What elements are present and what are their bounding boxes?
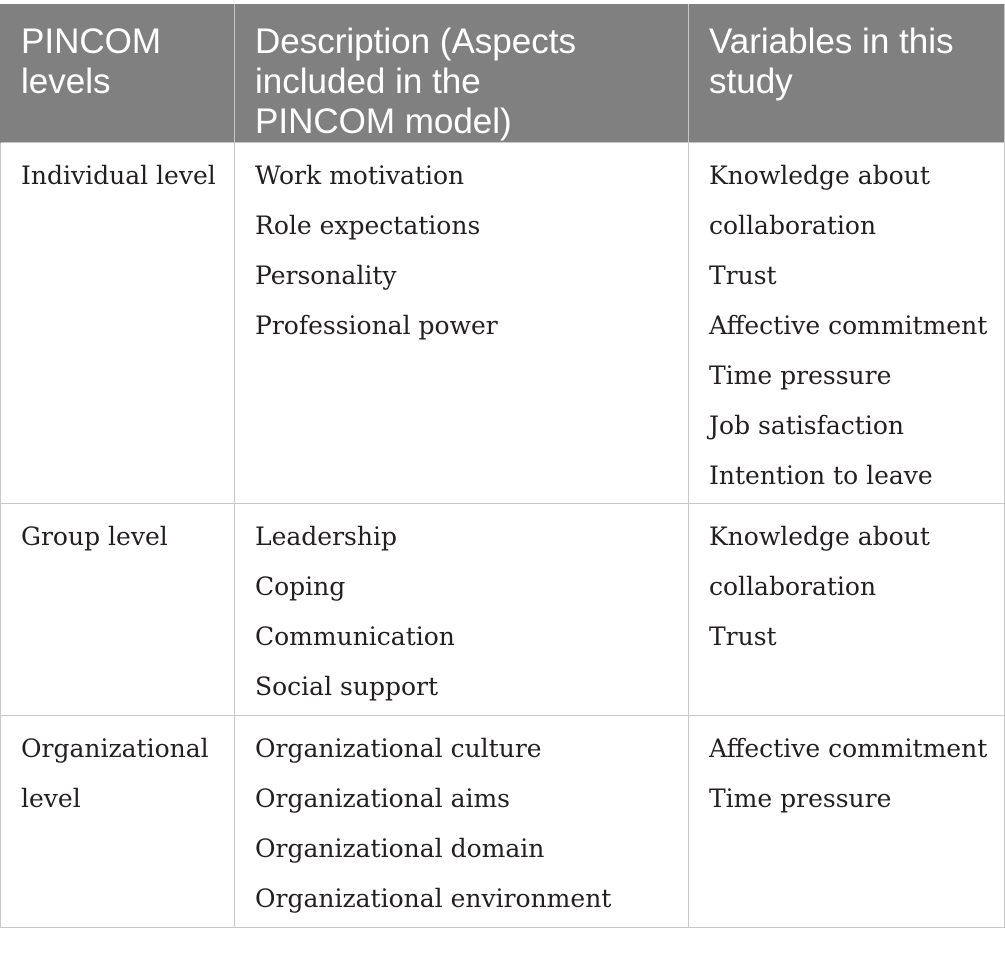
aspect-item: Work motivation	[255, 161, 465, 190]
variable-item: collaboration	[709, 572, 877, 601]
variable-item: Affective commitment	[709, 311, 988, 340]
aspect-item: Organizational culture	[255, 734, 542, 763]
header-line: Description (Aspects	[255, 22, 576, 61]
variable-item: Affective commitment	[709, 734, 988, 763]
variable-item: Intention to leave	[709, 461, 933, 490]
aspect-item: Organizational environment	[255, 884, 612, 913]
variables-cell	[689, 716, 1005, 928]
level-label: Organizational	[21, 734, 209, 763]
level-cell	[1, 143, 235, 504]
variable-item: Time pressure	[709, 784, 892, 813]
aspect-item: Organizational domain	[255, 834, 545, 863]
aspect-item: Role expectations	[255, 211, 481, 240]
variables-cell	[689, 143, 1005, 504]
header-line: Variables in this	[709, 22, 954, 61]
aspect-item: Organizational aims	[255, 784, 511, 813]
pincom-table	[0, 4, 1005, 928]
level-label: Individual level	[21, 161, 216, 190]
header-description	[235, 4, 689, 143]
header-row	[1, 4, 1005, 143]
variables-cell	[689, 504, 1005, 716]
variable-item: Knowledge about	[709, 522, 930, 551]
aspect-item: Communication	[255, 622, 455, 651]
table-row-organizational	[1, 716, 1005, 928]
aspect-item: Leadership	[255, 522, 397, 551]
level-cell	[1, 504, 235, 716]
header-line: study	[709, 62, 793, 101]
aspect-item: Coping	[255, 572, 346, 601]
header-variables	[689, 4, 1005, 143]
aspect-item: Social support	[255, 672, 439, 701]
level-label: level	[21, 784, 81, 813]
header-line: included in the	[255, 62, 481, 101]
header-pincom-levels	[1, 4, 235, 143]
level-cell	[1, 716, 235, 928]
level-label: Group level	[21, 522, 168, 551]
aspect-item: Professional power	[255, 311, 498, 340]
variable-item: Knowledge about	[709, 161, 930, 190]
header-line: PINCOM model)	[255, 102, 512, 141]
variable-item: Trust	[709, 261, 777, 290]
aspects-cell	[235, 504, 689, 716]
header-line: PINCOM	[21, 22, 161, 61]
table-row-group	[1, 504, 1005, 716]
variable-item: Time pressure	[709, 361, 892, 390]
aspects-cell	[235, 716, 689, 928]
aspects-cell	[235, 143, 689, 504]
aspect-item: Personality	[255, 261, 397, 290]
header-line: levels	[21, 62, 111, 101]
table-row-individual	[1, 143, 1005, 504]
variable-item: Job satisfaction	[709, 411, 904, 440]
variable-item: collaboration	[709, 211, 877, 240]
variable-item: Trust	[709, 622, 777, 651]
